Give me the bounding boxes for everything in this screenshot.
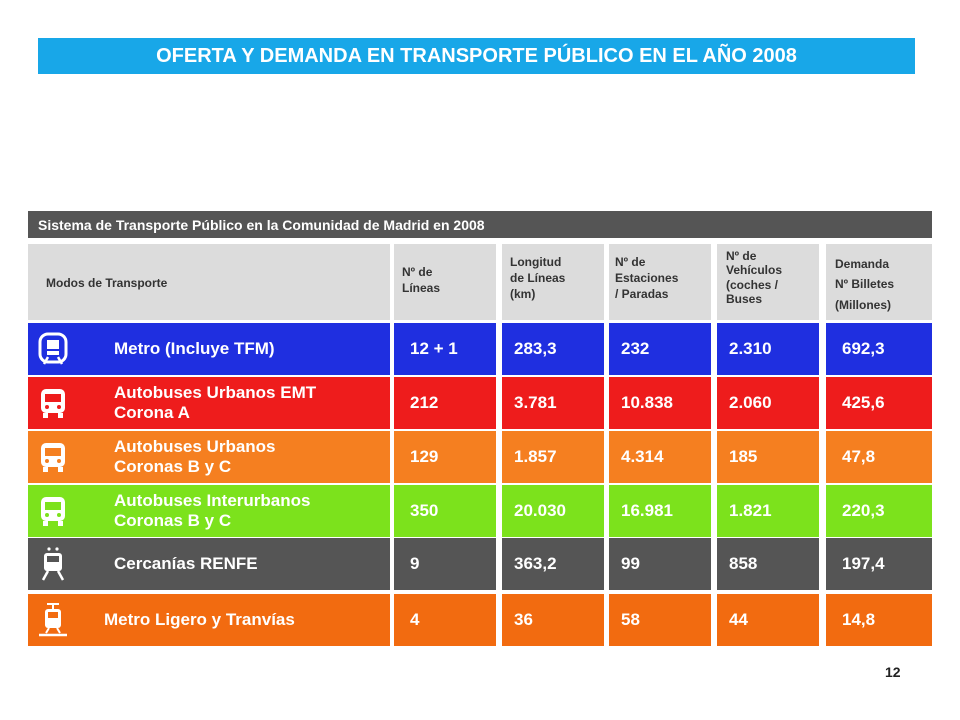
header-stations-line: / Paradas [615,287,669,302]
table-cell-vehicles: 858 [717,538,819,590]
table-cell-demand: 692,3 [826,323,932,375]
header-vehicles [717,244,819,320]
header-demand [826,244,932,320]
bus-icon [38,386,68,420]
table-cell-stations: 16.981 [609,485,711,537]
table-cell-stations: 10.838 [609,377,711,429]
train-icon [38,547,68,581]
header-stations [609,244,711,320]
header-modes [28,244,390,320]
table-cell-vehicles: 1.821 [717,485,819,537]
table-cell-lines: 9 [394,538,496,590]
table-cell-lines: 4 [394,594,496,646]
table-cell-stations: 4.314 [609,431,711,483]
mode-label-line: Corona A [114,403,190,422]
tram-icon [38,603,68,637]
header-length-line: Longitud [510,255,562,269]
table-cell-demand: 425,6 [826,377,932,429]
table-cell-vehicles: 2.060 [717,377,819,429]
table-subtitle: Sistema de Transporte Público en la Comunidad de Madrid en 2008 [28,211,932,238]
header-modes-label: Modos de Transporte [46,276,168,290]
table-cell-length: 363,2 [502,538,604,590]
mode-label-line: Coronas B y C [114,457,232,476]
header-demand-line: Demanda [835,257,890,271]
table-cell-lines: 212 [394,377,496,429]
table-cell-length: 36 [502,594,604,646]
table-cell-length: 1.857 [502,431,604,483]
header-length-line: (km) [510,287,536,302]
metro-icon [38,332,68,366]
mode-label-line: Autobuses Interurbanos [114,491,311,511]
table-cell-stations: 99 [609,538,711,590]
header-vehicles-line: Nº de [726,249,757,263]
table-row-mode [28,594,390,646]
header-length-line: de Líneas [510,271,566,286]
table-cell-lines: 12 + 1 [394,323,496,375]
table-cell-demand: 197,4 [826,538,932,590]
table-cell-length: 283,3 [502,323,604,375]
header-demand-line: Nº Billetes [835,277,895,292]
table-row-mode [28,377,390,429]
table-row-mode [28,538,390,590]
table-cell-lines: 350 [394,485,496,537]
mode-label-line: Cercanías RENFE [114,554,258,574]
mode-label-line: Metro Ligero y Tranvías [104,610,295,630]
bus-icon [38,440,68,474]
table-cell-lines: 129 [394,431,496,483]
table-cell-vehicles: 44 [717,594,819,646]
table-row-mode [28,485,390,537]
header-vehicles-line: Vehículos [726,263,783,278]
table-cell-vehicles: 185 [717,431,819,483]
table-cell-stations: 58 [609,594,711,646]
mode-label-line: Coronas B y C [114,511,232,530]
header-vehicles-line: Buses [726,292,763,307]
table-cell-vehicles: 2.310 [717,323,819,375]
table-cell-stations: 232 [609,323,711,375]
header-lines-line: Líneas [402,281,441,296]
header-lines-line: Nº de [402,265,433,279]
mode-label-line: Autobuses Urbanos EMT [114,383,317,403]
page-title: OFERTA Y DEMANDA EN TRANSPORTE PÚBLICO EN EL AÑO 2008 [38,38,915,74]
table-row-mode [28,431,390,483]
table-cell-length: 3.781 [502,377,604,429]
header-vehicles-line: (coches / [726,277,779,292]
table-cell-demand: 220,3 [826,485,932,537]
mode-label-line: Autobuses Urbanos [114,437,276,457]
table-cell-demand: 47,8 [826,431,932,483]
mode-label-line: Metro (Incluye TFM) [114,339,275,359]
header-length [502,244,604,320]
header-demand-line: (Millones) [835,297,891,312]
page-number: 12 [885,664,901,680]
table-cell-length: 20.030 [502,485,604,537]
table-row-mode [28,323,390,375]
header-stations-line: Estaciones [615,271,679,286]
bus-icon [38,494,68,528]
table-cell-demand: 14,8 [826,594,932,646]
header-lines [394,244,496,320]
header-stations-line: Nº de [615,255,646,269]
